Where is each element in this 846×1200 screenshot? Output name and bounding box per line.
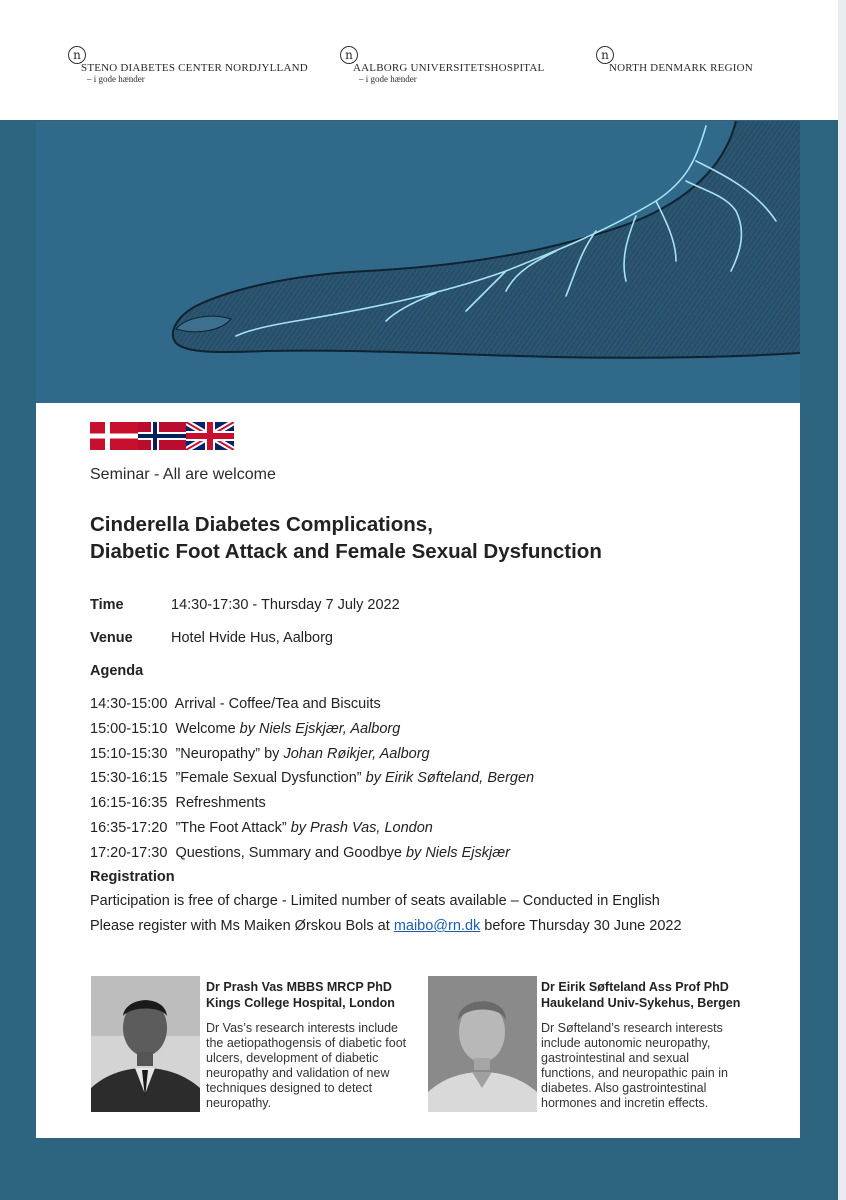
logo-tagline: – i gode hænder: [359, 74, 417, 84]
norwegian-flag-icon: [138, 422, 186, 450]
agenda-speaker: Johan Røikjer, Aalborg: [283, 746, 430, 762]
british-flag-icon: [186, 422, 234, 450]
registration-label: Registration: [90, 869, 175, 885]
speaker-affiliation: Kings College Hospital, London: [206, 996, 395, 1010]
danish-flag-icon: [90, 422, 138, 450]
speaker-photo-softeland: [428, 976, 537, 1112]
registration-info: Participation is free of charge - Limited number of seats available – Conducted in English: [90, 893, 660, 909]
event-title-line2: Diabetic Foot Attack and Female Sexual Dysfunction: [90, 540, 602, 563]
agenda-item: [90, 820, 433, 836]
venue-value: Hotel Hvide Hus, Aalborg: [171, 630, 333, 646]
time-value: 14:30-17:30 - Thursday 7 July 2022: [171, 597, 400, 613]
registration-post: before Thursday 30 June 2022: [484, 918, 682, 934]
speaker-name: Dr Eirik Søfteland Ass Prof PhD: [541, 980, 729, 994]
agenda-text: ”Female Sexual Dysfunction”: [175, 770, 362, 786]
agenda-speaker: by Niels Ejskjær: [405, 845, 510, 861]
agenda-text: ”The Foot Attack”: [175, 820, 287, 836]
seminar-subtitle: Seminar - All are welcome: [90, 466, 276, 483]
agenda-time: 15:00-15:10: [90, 721, 168, 737]
registration-pre: Please register with Ms Maiken Ørskou Bols at: [90, 918, 390, 934]
agenda-time: 15:30-16:15: [90, 770, 168, 786]
speaker-name: Dr Prash Vas MBBS MRCP PhD: [206, 980, 392, 994]
language-flags: [90, 422, 234, 450]
agenda-speaker: by Prash Vas, London: [290, 820, 433, 836]
time-label: Time: [90, 597, 124, 613]
logo-tagline: – i gode hænder: [87, 74, 145, 84]
venue-label: Venue: [90, 630, 133, 646]
agenda-time: 15:10-15:30: [90, 746, 168, 762]
agenda-text: Refreshments: [175, 795, 266, 811]
agenda-item: [90, 721, 400, 737]
agenda-time: 14:30-15:00: [90, 696, 168, 712]
logo-mark-icon: n: [68, 46, 86, 64]
agenda-speaker: by Niels Ejskjær, Aalborg: [239, 721, 401, 737]
agenda-text: Questions, Summary and Goodbye: [175, 845, 402, 861]
agenda-time: 16:35-17:20: [90, 820, 168, 836]
agenda-time: 16:15-16:35: [90, 795, 168, 811]
logo-mark-icon: n: [340, 46, 358, 64]
logo-name: NORTH DENMARK REGION: [609, 62, 753, 74]
agenda-text: Arrival - Coffee/Tea and Biscuits: [174, 696, 381, 712]
agenda-time: 17:20-17:30: [90, 845, 168, 861]
agenda-item: [90, 770, 534, 786]
registration-instructions: [90, 918, 682, 934]
logo-aalborg-hospital: [340, 48, 544, 84]
agenda-text: Welcome: [175, 721, 236, 737]
portrait-icon: [91, 976, 200, 1112]
registration-email-link[interactable]: maibo@rn.dk: [393, 918, 481, 934]
event-title-line1: Cinderella Diabetes Complications,: [90, 513, 433, 536]
page-edge: [838, 0, 846, 1200]
logo-name: STENO DIABETES CENTER NORDJYLLAND: [81, 62, 308, 74]
agenda-label: Agenda: [90, 663, 144, 679]
speaker-bio: Dr Søfteland’s research interests include autonomic neuropathy, gastrointestinal and sexual functions, and neuropathic pain in diabetes. Also gastrointestinal hormones and incretin effects.: [541, 1021, 728, 1110]
foot-illustration: [36, 121, 800, 403]
agenda-speaker: by Eirik Søfteland, Bergen: [365, 770, 535, 786]
logo-name: AALBORG UNIVERSITETSHOSPITAL: [353, 62, 545, 74]
agenda-item: [90, 746, 430, 762]
agenda-item: [90, 845, 510, 861]
speaker-affiliation: Haukeland Univ-Sykehus, Bergen: [541, 996, 741, 1010]
speaker-photo-vas: [91, 976, 200, 1112]
speaker-bio: Dr Vas’s research interests include the aetiopathogensis of diabetic foot ulcers, development of diabetic neuropathy and validation of new techniques designed to detect neuropathy.: [206, 1021, 407, 1110]
logo-north-denmark-region: [596, 48, 753, 74]
agenda-text: ”Neuropathy” by: [175, 746, 280, 762]
foot-nerve-icon: [36, 121, 800, 403]
agenda-item: [90, 795, 266, 811]
agenda-item: [90, 696, 381, 712]
logo-steno: [68, 48, 308, 84]
portrait-icon: [428, 976, 537, 1112]
logo-mark-icon: n: [596, 46, 614, 64]
